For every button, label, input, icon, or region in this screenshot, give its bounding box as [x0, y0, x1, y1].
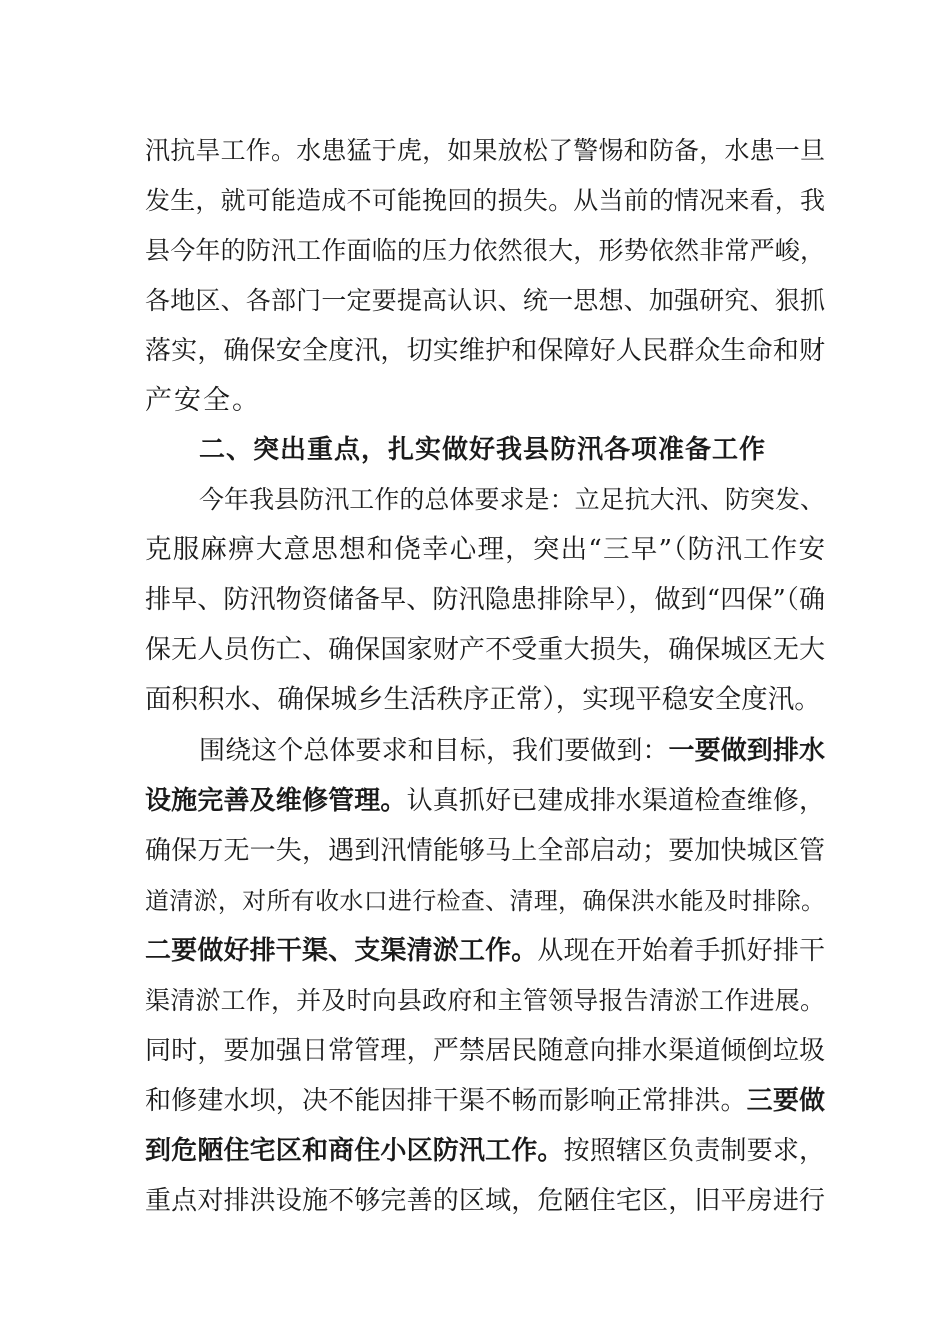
bold-text: 到危陋住宅区和商住小区防汛工作。: [145, 1136, 564, 1166]
plain-text: 和修建水坝，决不能因排干渠不畅而影响正常排洪。: [145, 1086, 747, 1116]
paragraph-3-line-7: 同时，要加强日常管理，严禁居民随意向排水渠道倾倒垃圾: [145, 1036, 825, 1066]
bold-text: 设施完善及维修管理。: [145, 786, 407, 816]
paragraph-2-line-4: 保无人员伤亡、确保国家财产不受重大损失，确保城区无大: [145, 635, 825, 665]
plain-text: 围绕这个总体要求和目标，我们要做到：: [199, 736, 669, 766]
paragraph-2-line-1: 今年我县防汛工作的总体要求是：立足抗大汛、防突发、: [199, 485, 825, 514]
paragraph-1-line-1: 汛抗旱工作。水患猛于虎，如果放松了警惕和防备，水患一旦: [145, 136, 825, 165]
paragraph-3-line-5: [145, 931, 825, 971]
paragraph-1-line-4: 各地区、各部门一定要提高认识、统一思想、加强研究、狠抓: [145, 286, 825, 315]
plain-text: 按照辖区负责制要求，: [563, 1136, 825, 1166]
paragraph-2-line-3: 排早、防汛物资储备早、防汛隐患排除早），做到“四保”（确: [145, 585, 825, 615]
paragraph-3-line-1: [199, 731, 825, 771]
paragraph-3-line-6: 渠清淤工作，并及时向县政府和主管领导报告清淤工作进展。: [145, 986, 825, 1015]
paragraph-3-line-9: [145, 1131, 825, 1171]
paragraph-1-line-6: 产安全。: [145, 385, 261, 416]
paragraph-2-line-2: 克服麻痹大意思想和侥幸心理，突出“三早”（防汛工作安: [145, 534, 825, 565]
bold-text: 一要做到排水: [668, 736, 825, 766]
paragraph-1-line-3: 县今年的防汛工作面临的压力依然很大，形势依然非常严峻，: [145, 236, 825, 265]
paragraph-3-line-4: 道清淤，对所有收水口进行检查、清理，确保洪水能及时排除。: [145, 887, 825, 915]
plain-text: 认真抓好已建成排水渠道检查维修，: [406, 786, 825, 816]
paragraph-1-line-2: 发生，就可能造成不可能挽回的损失。从当前的情况来看，我: [145, 186, 825, 215]
paragraph-3-line-10: 重点对排洪设施不够完善的区域，危陋住宅区，旧平房进行: [145, 1186, 825, 1216]
paragraph-1-line-5: 落实，确保安全度汛，切实维护和保障好人民群众生命和财: [145, 336, 825, 366]
paragraph-3-line-2: [145, 781, 825, 821]
bold-text: 三要做: [746, 1086, 825, 1116]
paragraph-3-line-3: 确保万无一失，遇到汛情能够马上全部启动；要加快城区管: [145, 836, 825, 866]
section-heading: 二、突出重点，扎实做好我县防汛各项准备工作: [199, 435, 767, 465]
bold-text: 二要做好排干渠、支渠清淤工作。: [145, 936, 538, 966]
paragraph-3-line-8: [145, 1081, 825, 1121]
paragraph-2-line-5: 面积积水、确保城乡生活秩序正常），实现平稳安全度汛。: [145, 684, 821, 715]
plain-text: 从现在开始着手抓好排干: [537, 936, 825, 966]
